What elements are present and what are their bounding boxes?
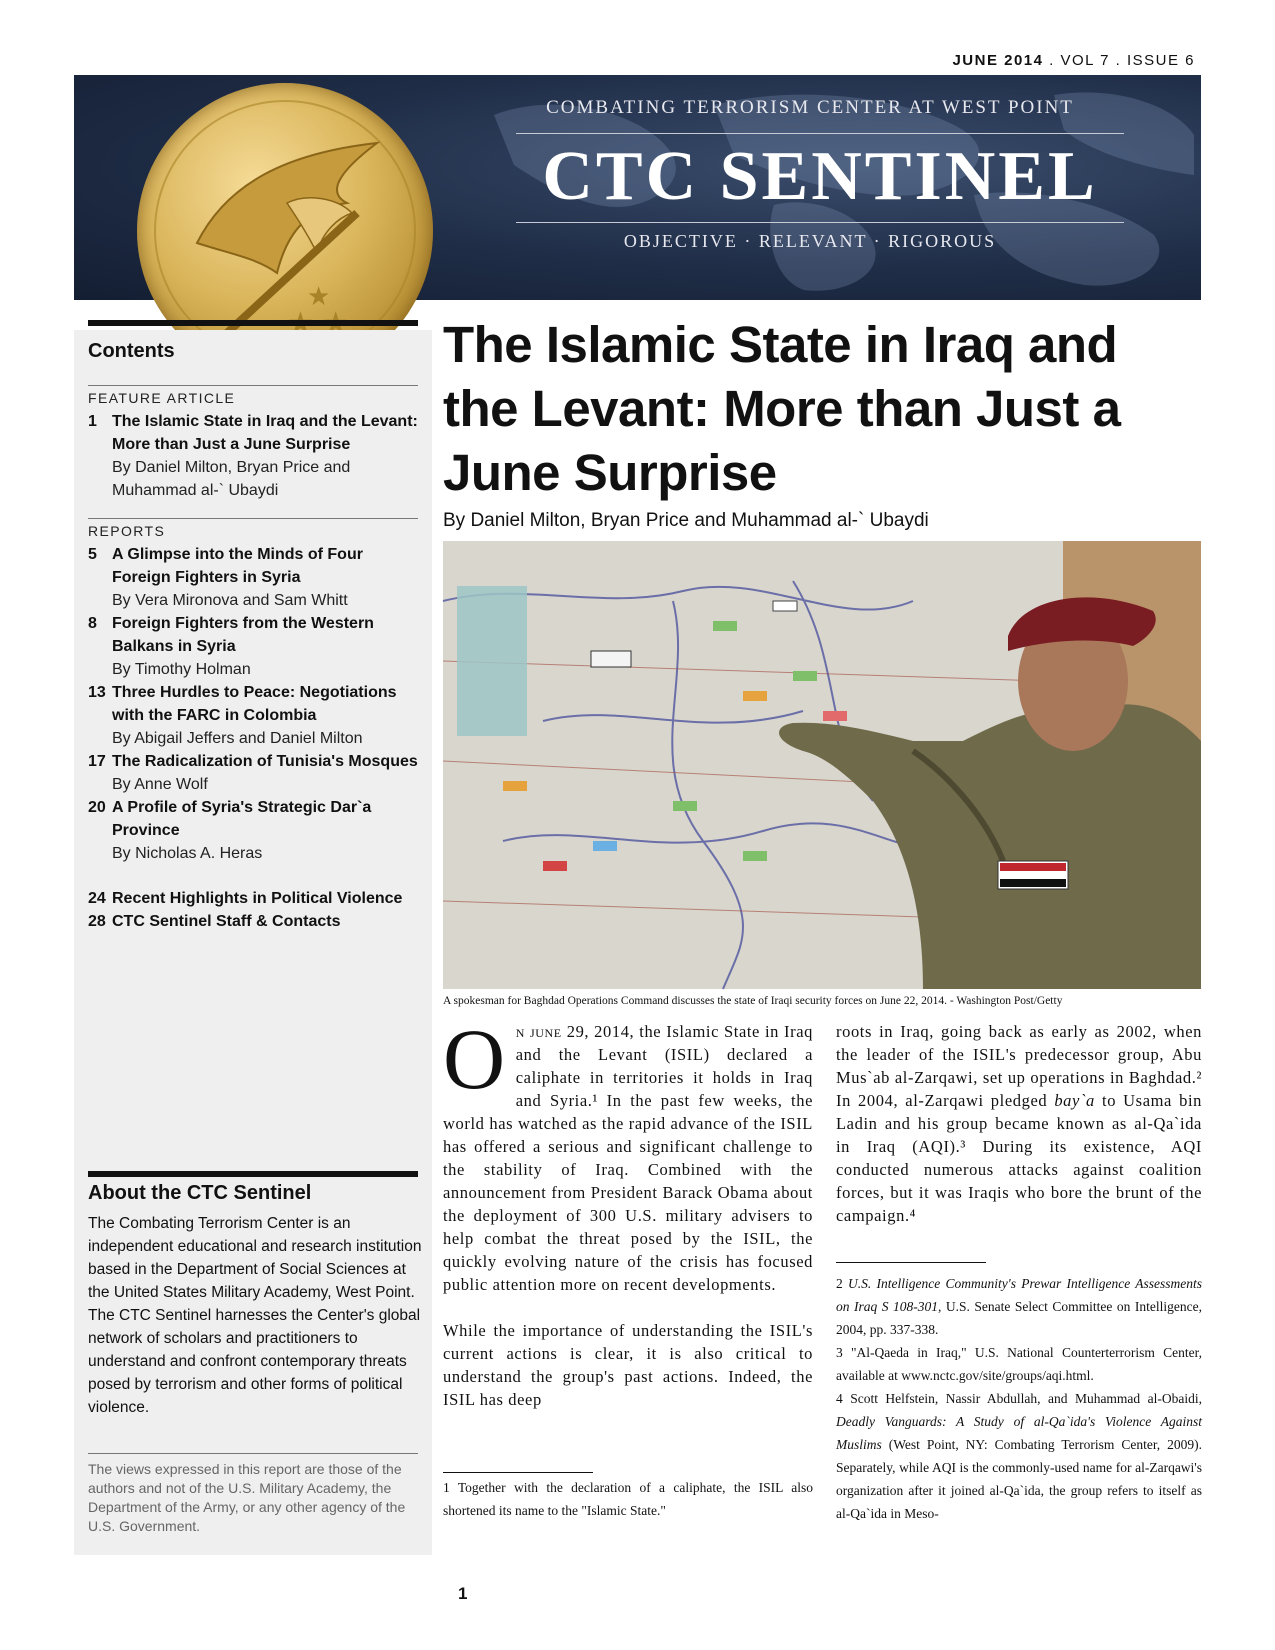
footnote-rule	[836, 1262, 986, 1263]
about-heading: About the CTC Sentinel	[88, 1182, 312, 1204]
toc-item[interactable]	[88, 796, 424, 865]
banner-motto: OBJECTIVE · RELEVANT · RIGOROUS	[623, 231, 997, 251]
svg-text:★: ★	[307, 281, 331, 311]
toc-title: The Islamic State in Iraq and the Levant: More than Just a June Surprise	[112, 413, 418, 453]
toc-page-number: 13	[88, 684, 106, 701]
article-byline: By Daniel Milton, Bryan Price and Muhammad al-` Ubaydi	[443, 510, 929, 531]
footnote-3: 3 "Al-Qaeda in Iraq," U.S. National Counterterrorism Center, available at www.nctc.gov/site/groups/aqi.html.	[836, 1345, 1202, 1383]
divider	[88, 385, 418, 386]
toc-authors: By Nicholas A. Heras	[112, 845, 263, 862]
toc-title: Three Hurdles to Peace: Negotiations with the FARC in Colombia	[112, 684, 397, 724]
toc-title: Recent Highlights in Political Violence	[112, 890, 403, 907]
toc-item[interactable]	[88, 612, 424, 681]
footnote-2	[836, 1272, 1202, 1341]
toc-title: CTC Sentinel Staff & Contacts	[112, 913, 341, 930]
toc-page-number: 17	[88, 753, 106, 770]
toc-item[interactable]	[88, 410, 424, 502]
toc-title: The Radicalization of Tunisia's Mosques	[112, 753, 418, 770]
issue-line: JUNE 2014 . VOL 7 . ISSUE 6	[952, 52, 1195, 69]
footnote-text: U.S. Senate Select Committee on Intelligence, 2004, pp. 337-338.	[836, 1299, 1203, 1337]
toc-page-number: 20	[88, 799, 106, 816]
feature-article-label: FEATURE ARTICLE	[88, 390, 236, 406]
disclaimer: The views expressed in this report are those of the authors and not of the U.S. Military Academy, the Department of the Army, or any other agency of the U.S. Government.	[88, 1461, 406, 1534]
footnote-4	[836, 1387, 1202, 1525]
footnote-title: Deadly Vanguards: A Study of al-Qa`ida's Violence Against Muslims	[836, 1414, 1202, 1452]
toc-authors: By Vera Mironova and Sam Whitt	[112, 592, 348, 609]
article-column-2	[836, 1020, 1202, 1227]
toc-page-number: 8	[88, 615, 97, 632]
about-top-bar	[88, 1171, 418, 1177]
lead-smallcaps: n june	[515, 1022, 562, 1041]
toc-title: A Profile of Syria's Strategic Dar`a Province	[112, 799, 372, 839]
banner-rule-top	[516, 133, 1124, 134]
about-text: The Combating Terrorism Center is an independent educational and research institution based in the Department of Social Sciences at the United States Military Academy, West Point. The CTC Sentinel harnesses the Center's global network of scholars and practitioners to understand and confront contemporary threats posed by terrorism and other forms of political violence.	[88, 1215, 422, 1416]
toc-page-number: 1	[88, 413, 97, 430]
toc-item[interactable]	[88, 543, 424, 612]
paragraph-3: roots in Iraq, going back as early as 2002, when the leader of the ISIL's predecessor group, Abu Mus`ab al-Zarqawi, set up operations in Baghdad.² In 2004, al-Zarqawi pledged	[836, 1022, 1202, 1110]
feature-list	[88, 410, 424, 502]
emphasis: bay`a	[1054, 1091, 1095, 1110]
footnote-number: 2	[836, 1276, 849, 1291]
medal-clip	[74, 75, 434, 311]
paragraph-3-end: to Usama bin Ladin and his group became known as al-Qa`ida in Iraq (AQI).³ During its existence, AQI conducted numerous attacks against coalition forces, but it was Iraqis who bore the brunt of the campaign.⁴	[836, 1091, 1202, 1225]
toc-item[interactable]	[88, 910, 424, 933]
banner-subtitle: COMBATING TERRORISM CENTER AT WEST POINT	[546, 97, 1074, 118]
footnote-rule	[443, 1472, 593, 1473]
toc-authors: By Timothy Holman	[112, 661, 251, 678]
toc-item[interactable]	[88, 750, 424, 796]
banner-rule-bottom	[516, 222, 1124, 223]
toc-item[interactable]	[88, 681, 424, 750]
banner-title: CTC SENTINEL	[542, 138, 1098, 215]
photo-caption: A spokesman for Baghdad Operations Command discusses the state of Iraqi security forces on June 22, 2014. - Washington Post/Getty	[443, 995, 1063, 1007]
toc-page-number: 24	[88, 890, 106, 907]
sidebar	[74, 330, 432, 1555]
footnote-1: 1 Together with the declaration of a caliphate, the ISIL also shortened its name to the "Islamic State."	[443, 1480, 813, 1518]
article-photo	[443, 541, 1201, 989]
drop-cap: O	[443, 1011, 506, 1107]
paragraph-2: While the importance of understanding the ISIL's current actions is clear, it is also critical to understand the group's past actions. Indeed, the ISIL has deep	[443, 1321, 813, 1409]
toc-authors: By Daniel Milton, Bryan Price and Muhammad al-` Ubaydi	[112, 459, 351, 499]
divider	[88, 1453, 418, 1454]
toc-item[interactable]	[88, 887, 424, 910]
toc-authors: By Anne Wolf	[112, 776, 208, 793]
footnote-text: 4 Scott Helfstein, Nassir Abdullah, and Muhammad al-Obaidi,	[836, 1391, 1202, 1406]
toc-page-number: 5	[88, 546, 97, 563]
reports-label: REPORTS	[88, 523, 166, 539]
article-headline: The Islamic State in Iraq and the Levant: More than Just a June Surprise	[443, 316, 1121, 501]
footnotes-2-4	[836, 1272, 1202, 1525]
contents-heading: Contents	[88, 340, 175, 362]
toc-title: Foreign Fighters from the Western Balkans in Syria	[112, 615, 374, 655]
toc-title: A Glimpse into the Minds of Four Foreign Fighters in Syria	[112, 546, 363, 586]
footnote-text: (West Point, NY: Combating Terrorism Center, 2009). Separately, while AQI is the commonly-used name for al-Zarqawi's organization after it joined al-Qa`ida, the group refers to itself as al-Qa`ida in Meso-	[836, 1437, 1202, 1521]
footnote-title: U.S. Intelligence Community's Prewar Intelligence Assessments on Iraq S 108-301,	[836, 1276, 1202, 1314]
divider	[88, 518, 418, 519]
reports-list	[88, 543, 424, 933]
page-number: 1	[458, 1584, 468, 1603]
sidebar-top-bar	[88, 320, 418, 326]
paragraph-1: 29, 2014, the Islamic State in Iraq and the Levant (ISIL) declared a caliphate in territories it holds in Iraq and Syria.¹ In the past few weeks, the world has watched as the rapid advance of the ISIL has offered a serious and significant challenge to the stability of Iraq. Combined with the announcement from President Barack Obama about the deployment of 300 U.S. military advisers to help combat the threat posed by the ISIL, the quickly evolving nature of the crisis has focused public attention more on recent developments.	[443, 1022, 813, 1294]
toc-page-number: 28	[88, 913, 106, 930]
article-column-1	[443, 1011, 813, 1411]
toc-authors: By Abigail Jeffers and Daniel Milton	[112, 730, 363, 747]
